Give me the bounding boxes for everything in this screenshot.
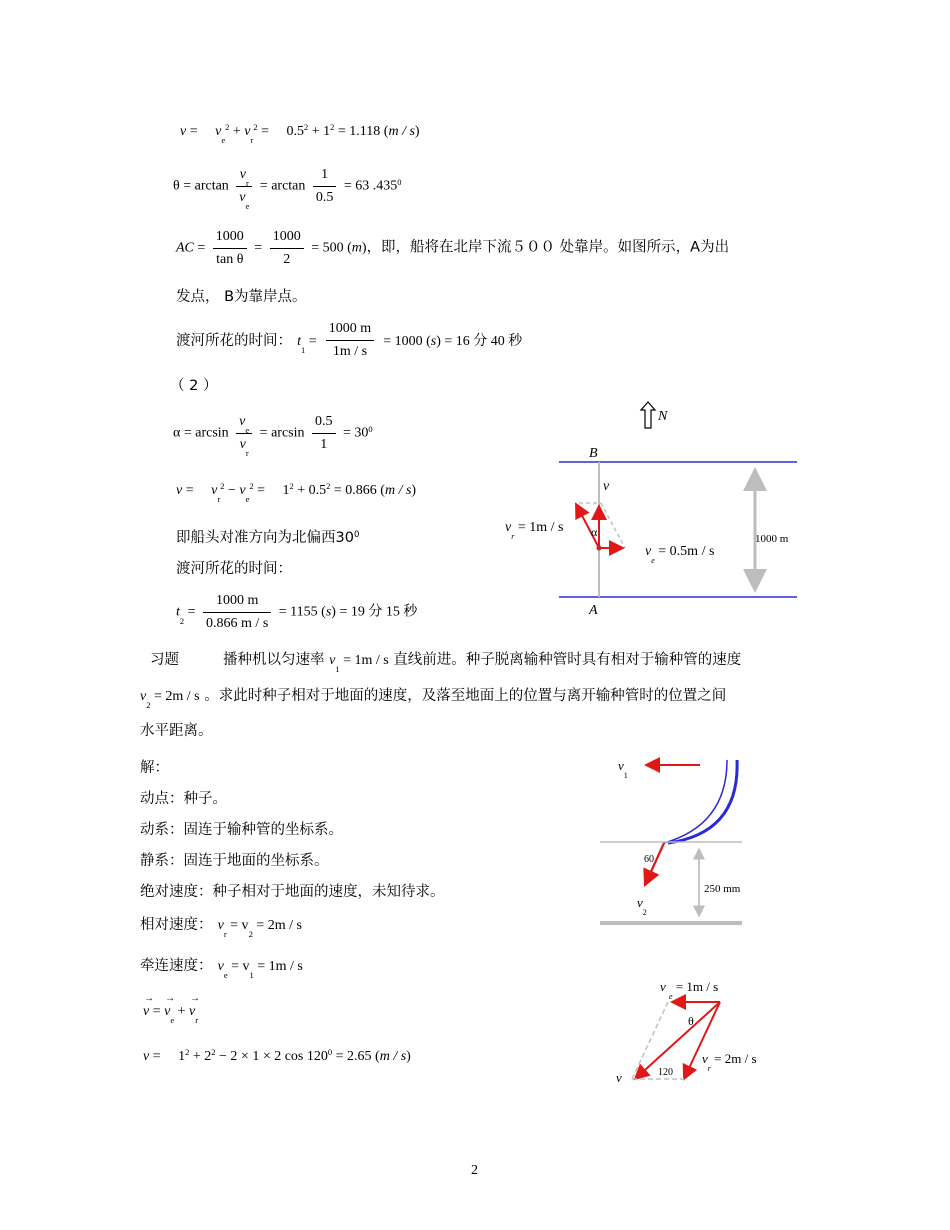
solution-label: 解： [140,760,169,776]
eq-ac-distance: AC = $\frac{1000}{\text{tan θ}}$ = $\frac{1000}{2}$ = 500 (m)，即，船将在北岸下流５００ 处靠岸。如图所示，A为出 [176,226,729,271]
v-label: v [603,479,610,494]
ve-label: v $_e$ = 1m / s [660,979,719,1001]
problem-line-3: 水平距离。 [140,723,213,739]
height-label: 250 mm [704,883,741,895]
angle-label: 60 [644,854,654,865]
eq-crossing-time-2: $t_2$ = $\frac{1000 m}{0.866 m / s}$ = 1155 (s) = 19 分 15 秒 [176,590,417,635]
eq-absolute-velocity: $v = 1^2 + 2^2 - 2 \times 1 \times 2$ $\cos 120^0 = 2.65$ (m / s) [143,1047,411,1064]
text-line: 发点， B为靠岸点。 [176,289,307,305]
v2-label: $v_2$ [637,895,647,917]
theta-label: θ [688,1014,694,1028]
eq-vector-sum: v → = v → $_e$ + v → $_r$ [143,993,201,1025]
point-b-label: B [589,446,598,461]
eq-velocity-magnitude: $v = v_e^2 + v_r^2 = 0.5^2 + 1^2 = 1.118$ (m / s) [180,122,420,145]
seeding-tube-figure [600,755,760,930]
vr-label: $v_r = 1m / s$ [505,520,564,541]
point-a-label: A [589,603,598,618]
eq-velocity-2: $v = v_r^2 - v_e^2 = 1^2 + 0.5^2 = 0.866$ (m / s) [176,481,417,504]
vector-triangle-figure [610,975,800,1090]
eq-crossing-time-1: 渡河所花的时间： $t_1$ = $\frac{1000 m}{1m / s}$ = 1000 (s) = 16 分 40 秒 [176,318,522,363]
text-line: 动系：固连于输种管的坐标系。 [140,822,343,838]
vr-label: $v_r = 2m / s$ [702,1051,757,1073]
river-crossing-figure [495,400,815,625]
angle-label: 120 [658,1067,673,1078]
problem-line-1: 习题 播种机以匀速率 $v_1 = 1m / s$ 直线前进。种子脱离输种管时具有相对于输种管的速度 [150,652,742,674]
ve-label: $v_e = 0.5m / s$ [645,544,715,565]
tube-inner-wall [664,760,727,843]
north-arrow-icon [641,402,655,428]
text-line: 动点：种子。 [140,791,227,807]
alpha-label: α [591,525,598,539]
text-line: 静系：固连于地面的坐标系。 [140,853,329,869]
part-label: （ 2 ） [170,378,218,394]
width-label: 1000 m [755,533,789,545]
page-number: 2 [471,1163,478,1178]
text-line: 渡河所花的时间： [176,561,292,577]
eq-transport-velocity: 牵连速度： $v_e = v_1 = 1m / s$ [140,958,303,980]
text-line: 即船头对准方向为北偏西$30^0$ [176,530,360,546]
eq-alpha: α = arcsin $\frac{v_e}{v_r}$ = arcsin $\frac{0.5}{1}$ = $30^0$ [173,411,373,456]
v-label: v [616,1070,622,1085]
eq-relative-velocity: 相对速度： $v_r = v_2 = 2m / s$ [140,917,302,939]
text-line: 绝对速度：种子相对于地面的速度，未知待求。 [140,884,445,900]
north-label: N [658,409,668,424]
v1-label: $v_1$ [618,758,628,780]
problem-line-2: $v_2 = 2m / s$ 。求此时种子相对于地面的速度，及落至地面上的位置与离开输种管时的位置之间 [140,688,727,710]
eq-theta: θ = arctan $\frac{v_r}{v_e}$ = arctan $\frac{1}{0.5}$ = 63 .435$^0$ [173,164,402,209]
